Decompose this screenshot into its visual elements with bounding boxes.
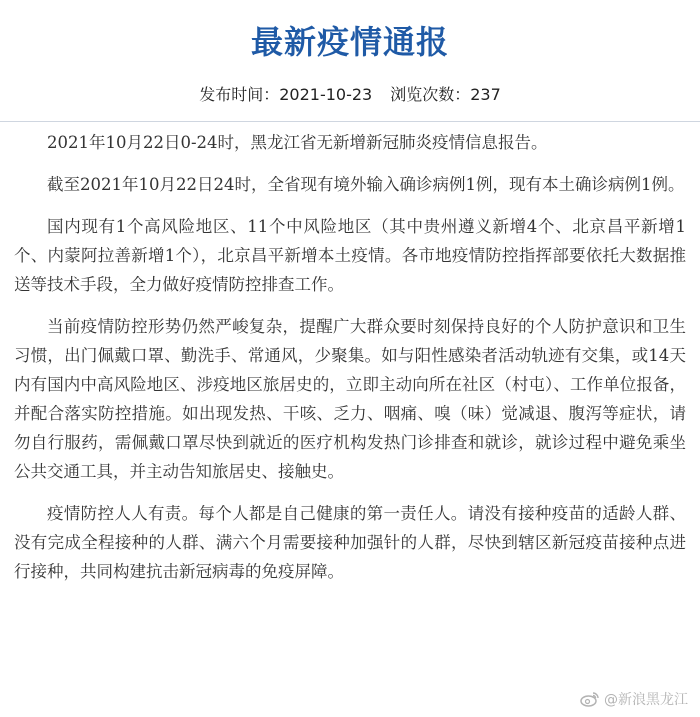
view-count: 浏览次数：237 — [390, 85, 501, 104]
paragraph-4: 当前疫情防控形势仍然严峻复杂，提醒广大群众要时刻保持良好的个人防护意识和卫生习惯，出门佩戴口罩、勤洗手、常通风，少聚集。如与阳性感染者活动轨迹有交集，或14天内有国内中高风险地区、涉疫地区旅居史的，立即主动向所在社区（村屯）、工作单位报备，并配合落实防控措施。如出现发热、干咳、乏力、咽痛、嗅（味）觉减退、腹泻等症状，请勿自行服药，需佩戴口罩尽快到就近的医疗机构发热门诊排查和就诊，就诊过程中避免乘坐公共交通工具，并主动告知旅居史、接触史。 — [14, 317, 686, 481]
page-title: 最新疫情通报 — [250, 23, 449, 61]
paragraph-2: 截至2021年10月22日24时，全省现有境外输入确诊病例1例，现有本土确诊病例1例。 — [47, 175, 685, 194]
source-watermark — [580, 689, 688, 709]
article-body — [14, 128, 686, 599]
header-divider — [0, 121, 700, 122]
publish-time: 发布时间：2021-10-23 — [199, 85, 373, 104]
watermark-text: @新浪黑龙江 — [604, 692, 688, 708]
article-meta — [0, 84, 700, 106]
paragraph-5: 疫情防控人人有责。每个人都是自己健康的第一责任人。请没有接种疫苗的适龄人群、没有完成全程接种的人群、满六个月需要接种加强针的人群，尽快到辖区新冠疫苗接种点进行接种，共同构建抗击新冠病毒的免疫屏障。 — [14, 504, 686, 581]
paragraph-3: 国内现有1个高风险地区、11个中风险地区（其中贵州遵义新增4个、北京昌平新增1个、内蒙阿拉善新增1个），北京昌平新增本土疫情。各市地疫情防控指挥部要依托大数据推送等技术手段，全力做好疫情防控排查工作。 — [14, 217, 686, 294]
weibo-icon — [580, 691, 600, 707]
paragraph-1: 2021年10月22日0-24时，黑龙江省无新增新冠肺炎疫情信息报告。 — [47, 133, 548, 152]
